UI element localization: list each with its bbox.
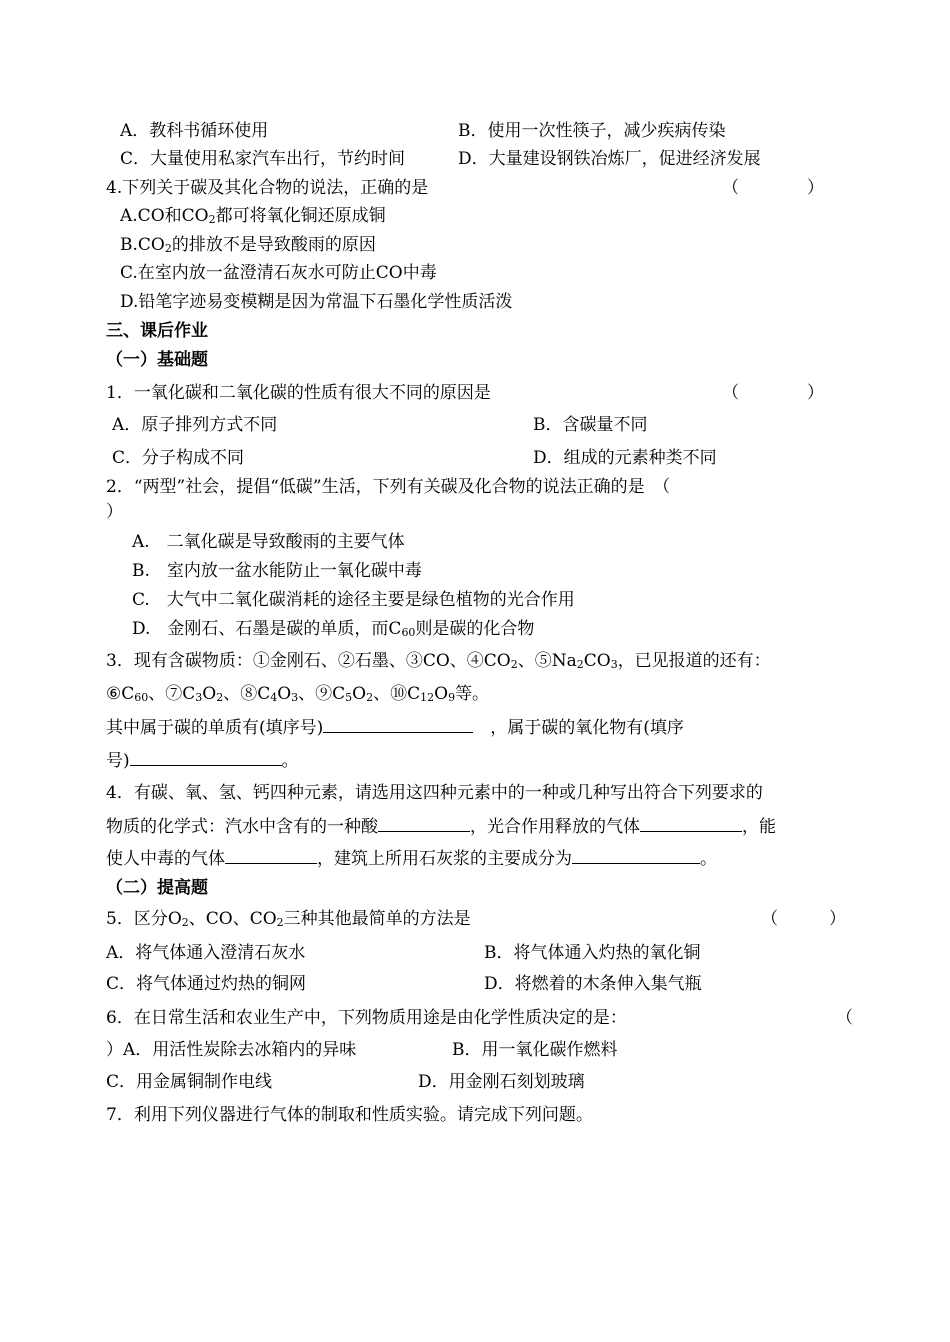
q4-blank-poison[interactable] [225, 847, 317, 864]
q3-line2: $⑥C_{60}$、$⑦C_3O_2$、$⑧C_4O_3$、$⑨C_5O_2$、$⑩C_{12}O_9$等。 [106, 684, 490, 704]
q1-option-b: B．含碳量不同 [533, 415, 648, 435]
q2-option-b: B. 室内放一盆水能防止一氧化碳中毒 [132, 561, 422, 581]
q4-line3: 使人中毒的气体 ，建筑上所用石灰浆的主要成分为 。 [106, 849, 717, 869]
q4a-option-d: D.铅笔字迹易变模糊是因为常温下石墨化学性质活泼 [120, 292, 513, 312]
q3-line1: 3．现有含碳物质：①金刚石、②石墨、③CO、$④CO_2$、$⑤Na_2CO_3$，已见报道的还有： [106, 651, 771, 671]
q6-paren-open: （ [836, 1008, 853, 1028]
q4a-stem: 4.下列关于碳及其化合物的说法，正确的是 [106, 178, 429, 198]
prev-option-b: B．使用一次性筷子，减少疾病传染 [458, 121, 726, 141]
q2-stem: 2．“两型”社会，提倡“低碳”生活，下列有关碳及化合物的说法正确的是 （ [106, 477, 671, 497]
q5-option-b: B．将气体通入灼热的氧化铜 [484, 943, 701, 963]
q1-option-c: C．分子构成不同 [112, 448, 245, 468]
q5-option-c: C．将气体通过灼热的铜网 [106, 974, 307, 994]
q1-stem: 1．一氧化碳和二氧化碳的性质有很大不同的原因是 [106, 383, 491, 403]
q1-option-a: A．原子排列方式不同 [112, 415, 278, 435]
q2-option-a: A. 二氧化碳是导致酸雨的主要气体 [132, 532, 405, 552]
q1-answer-paren: （ ） [722, 383, 824, 403]
q6-stem: 6．在日常生活和农业生产中，下列物质用途是由化学性质决定的是： [106, 1008, 627, 1028]
q4a-option-c: C.在室内放一盆澄清石灰水可防止CO中毒 [120, 263, 437, 283]
q4a-answer-paren: （ ） [722, 178, 824, 198]
q5-answer-paren: （ ） [761, 909, 846, 929]
q6-option-c: C．用金属铜制作电线 [106, 1072, 273, 1092]
q2-stem-close: ） [106, 502, 123, 522]
q4-blank-lime[interactable] [572, 847, 700, 864]
q3-line3: 其中属于碳的单质有(填序号) ，属于碳的氧化物有(填序 [106, 718, 684, 738]
section-title: 三、课后作业 [106, 321, 208, 341]
q6-option-d: D．用金刚石刻划玻璃 [418, 1072, 585, 1092]
q4-blank-acid[interactable] [378, 815, 470, 832]
q3-blank-elements[interactable] [323, 716, 473, 733]
prev-option-a: A．教科书循环使用 [120, 121, 269, 141]
q5-option-a: A．将气体通入澄清石灰水 [106, 943, 306, 963]
q4a-option-a: A.CO和$CO_2$都可将氧化铜还原成铜 [120, 206, 386, 226]
q7-stem: 7．利用下列仪器进行气体的制取和性质实验。请完成下列问题。 [106, 1105, 593, 1125]
q5-stem: 5．区分$O_2$、CO、$CO_2$三种其他最简单的方法是 [106, 909, 471, 929]
q4-line2: 物质的化学式：汽水中含有的一种酸 ，光合作用释放的气体 ，能 [106, 817, 776, 837]
subsection-basic: （一）基础题 [106, 350, 208, 370]
q5-option-d: D．将燃着的木条伸入集气瓶 [484, 974, 702, 994]
q6-option-b: B．用一氧化碳作燃料 [452, 1040, 618, 1060]
prev-option-d: D．大量建设钢铁冶炼厂，促进经济发展 [458, 149, 761, 169]
prev-option-c: C．大量使用私家汽车出行，节约时间 [120, 149, 406, 169]
q2-option-d: D. 金刚石、石墨是碳的单质，而$C_{60}$则是碳的化合物 [132, 619, 535, 639]
q1-option-d: D．组成的元素种类不同 [533, 448, 717, 468]
q4-line1: 4．有碳、氧、氢、钙四种元素，请选用这四种元素中的一种或几种写出符合下列要求的 [106, 783, 763, 803]
q3-line4: 号) 。 [106, 751, 299, 771]
q4-blank-gas[interactable] [640, 815, 742, 832]
q4a-option-b: $B.CO_2$的排放不是导致酸雨的原因 [120, 235, 376, 255]
q6-option-a: ）A．用活性炭除去冰箱内的异味 [106, 1040, 357, 1060]
q3-blank-oxides[interactable] [130, 749, 282, 766]
subsection-advanced: （二）提高题 [106, 878, 208, 898]
q2-option-c: C. 大气中二氧化碳消耗的途径主要是绿色植物的光合作用 [132, 590, 575, 610]
